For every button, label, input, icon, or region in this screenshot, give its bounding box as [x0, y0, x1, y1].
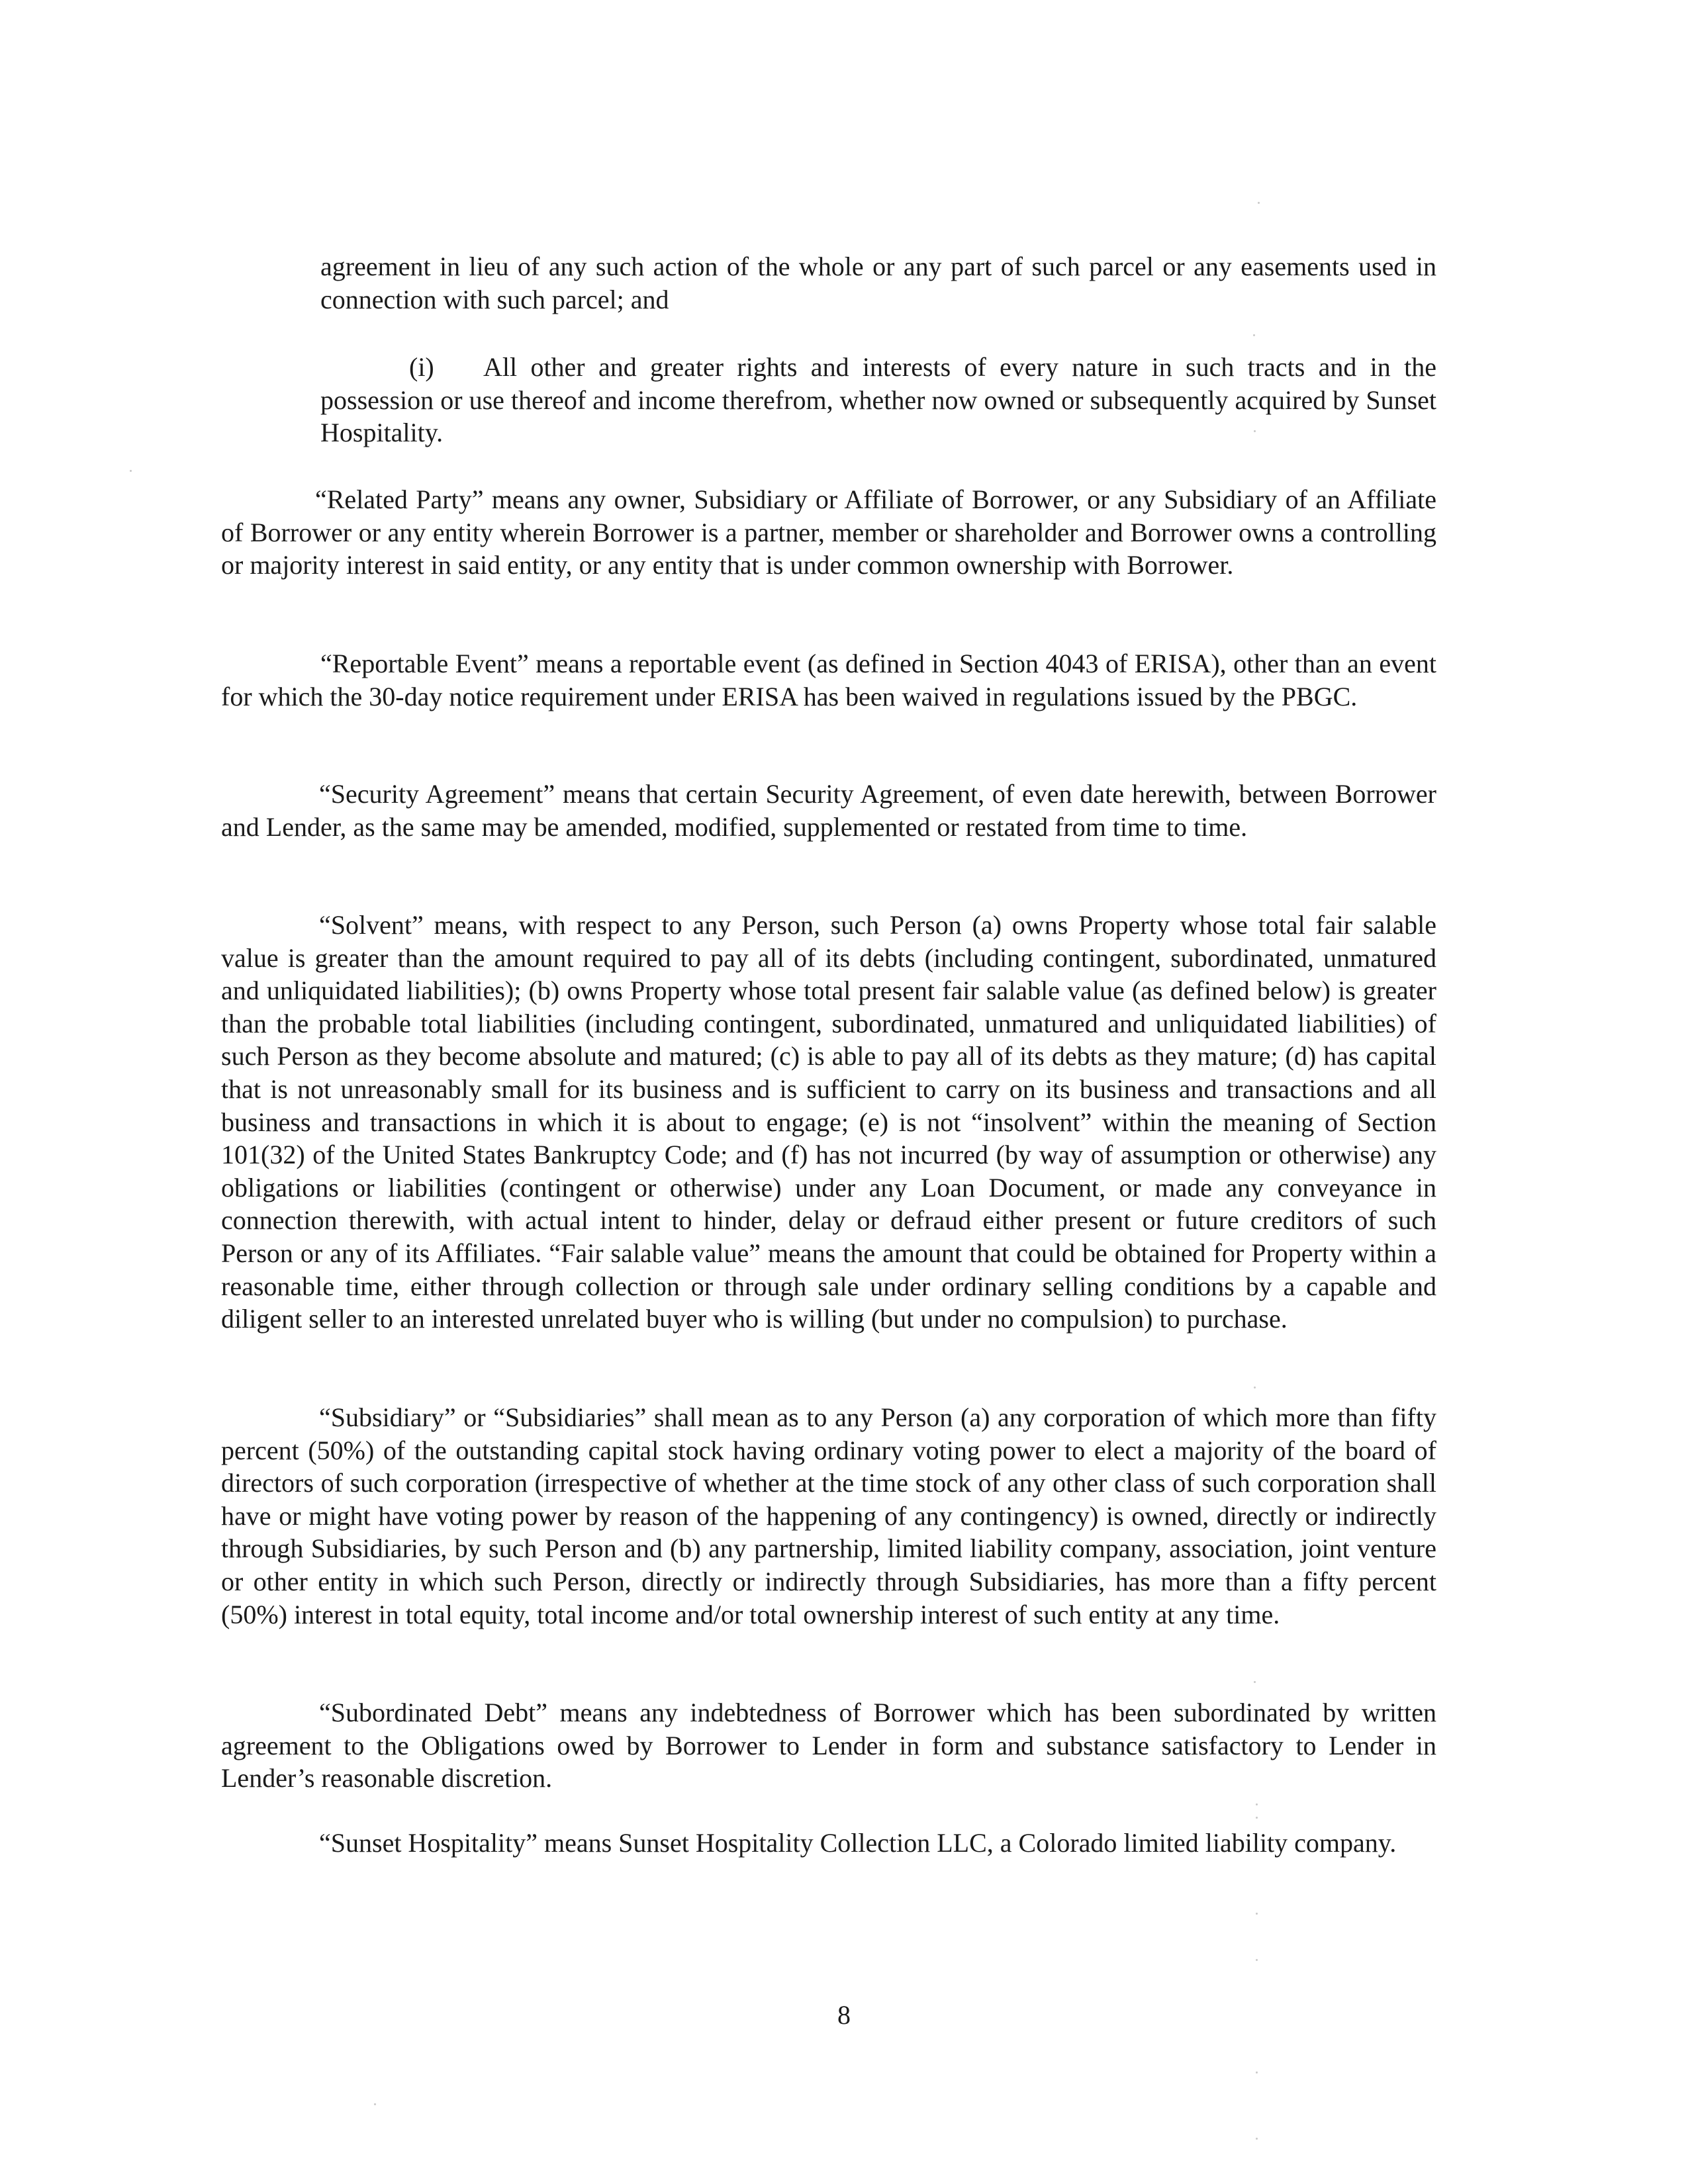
scan-speck	[1256, 1803, 1258, 1805]
scan-speck	[374, 2103, 376, 2105]
scan-speck	[1256, 1913, 1258, 1915]
definition-subsidiary: “Subsidiary” or “Subsidiaries” shall mean as to any Person (a) any corporation of which more than fifty percent (50%) of the outstanding capital stock having ordinary voting power to elect a majority of the board of directors of such corporation (irrespective of whether at the time stock of any other class of such corporation shall have or might have voting power by reason of the happening of any contingency) is owned, directly or indirectly through Subsidiaries, by such Person and (b) any partnership, limited liability company, association, joint venture or other entity in which such Person, directly or indirectly through Subsidiaries, has more than a fifty percent (50%) interest in total equity, total income and/or total ownership interest of such entity at any time.	[221, 1402, 1436, 1629]
definition-reportable-event: “Reportable Event” means a reportable event (as defined in Section 4043 of ERISA), other than an event for which the 30-day notice requirement under ERISA has been waived in regulations issued by the PBGC.	[221, 649, 1436, 711]
item-i-text: All other and greater rights and interests of every nature in such tracts and in the possession or use thereof and income therefrom, whether now owned or subsequently acquired by Sunset Hospitality.	[320, 352, 1436, 448]
page-number: 8	[837, 2000, 851, 2030]
definition-solvent: “Solvent” means, with respect to any Person, such Person (a) owns Property whose total fair salable value is greater than the amount required to pay all of its debts (including contingent, subordinated, unmatured and unliquidated liabilities); (b) owns Property whose total present fair salable value (as defined below) is greater than the probable total liabilities (including contingent, subordinated, unmatured and unliquidated liabilities) of such Person as they become absolute and matured; (c) is able to pay all of its debts as they mature; (d) has capital that is not unreasonably small for its business and is sufficient to carry on its business and transactions and all business and transactions in which it is about to engage; (e) is not “insolvent” within the meaning of Section 101(32) of the United States Bankruptcy Code; and (f) has not incurred (by way of assumption or otherwise) any obligations or liabilities (contingent or otherwise) under any Loan Document, or made any conveyance in connection therewith, with actual intent to hinder, delay or defraud either present or future creditors of such Person or any of its Affiliates. “Fair salable value” means the amount that could be obtained for Property within a reasonable time, either through collection or through sale under ordinary selling conditions by a capable and diligent seller to an interested unrelated buyer who is willing (but under no compulsion) to purchase.	[221, 910, 1436, 1334]
definition-security-agreement: “Security Agreement” means that certain Security Agreement, of even date herewith, between Borrower and Lender, as the same may be amended, modified, supplemented or restated from time to time.	[221, 779, 1436, 842]
scan-speck	[1258, 202, 1260, 204]
scan-speck	[1256, 2138, 1258, 2140]
scan-speck	[1256, 2071, 1258, 2073]
item-i-paragraph	[320, 351, 1436, 449]
scan-speck	[1253, 334, 1255, 336]
scan-speck	[1254, 1681, 1256, 1683]
scan-speck	[1254, 1387, 1256, 1388]
definition-sunset-hospitality: “Sunset Hospitality” means Sunset Hospitality Collection LLC, a Colorado limited liability company.	[319, 1828, 1397, 1858]
scan-speck	[130, 470, 132, 472]
scan-speck	[1256, 1817, 1258, 1819]
definition-subordinated-debt: “Subordinated Debt” means any indebtedness of Borrower which has been subordinated by written agreement to the Obligations owed by Borrower to Lender in form and substance satisfactory to Lender in Lender’s reasonable discretion.	[221, 1698, 1436, 1794]
scan-speck	[1256, 1959, 1258, 1961]
scan-speck	[1254, 430, 1256, 432]
continuation-paragraph: agreement in lieu of any such action of the whole or any part of such parcel or any easements used in connection with such parcel; and	[320, 251, 1436, 314]
item-i-marker: (i)	[409, 352, 434, 382]
definition-related-party: “Related Party” means any owner, Subsidiary or Affiliate of Borrower, or any Subsidiary of an Affiliate of Borrower or any entity wherein Borrower is a partner, member or shareholder and Borrower owns a controlling or majority interest in said entity, or any entity that is under common ownership with Borrower.	[221, 484, 1436, 580]
